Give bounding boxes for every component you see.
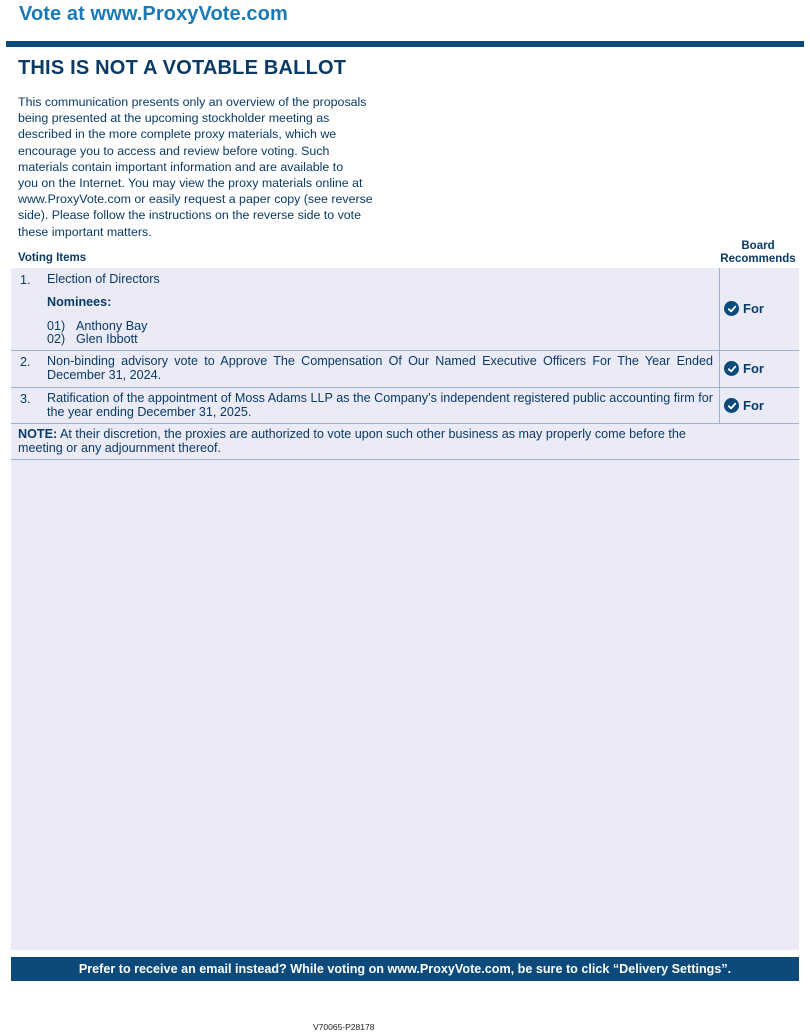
header-divider: [6, 41, 804, 47]
note-divider: [11, 459, 799, 460]
check-circle-icon: [724, 361, 739, 376]
intro-line: described in the more complete proxy materials, which we: [18, 127, 337, 142]
recommendation-cell: [719, 351, 799, 387]
board-recommends-header: Board Recommends: [720, 240, 796, 265]
intro-line: these important matters.: [18, 224, 152, 239]
recommendation-cell: [719, 388, 799, 423]
note-text: NOTE: At their discretion, the proxies are authorized to vote upon such other business as may properly come before the meeting or any adjournment thereof.: [18, 427, 686, 455]
intro-line: materials contain important information and are available to: [18, 159, 344, 174]
delivery-settings-banner: Prefer to receive an email instead? While voting on www.ProxyVote.com, be sure to click “Delivery Settings”.: [11, 957, 799, 981]
nominee-item: 01) Anthony Bay: [47, 319, 148, 333]
item-text: Non-binding advisory vote to Approve The Compensation Of Our Named Executive Officers For The Year Ended December 31, 2024.: [47, 354, 713, 382]
document-code: V70065-P28178: [313, 1022, 375, 1032]
item-number: 2.: [20, 355, 31, 369]
item-text: Ratification of the appointment of Moss Adams LLP as the Company’s independent registered public accounting firm for the year ending December 31, 2025.: [47, 391, 713, 419]
nominee-item: 02) Glen Ibbott: [47, 332, 138, 346]
recommendation-label: For: [743, 301, 764, 316]
voting-item-row: [11, 388, 799, 424]
intro-line: This communication presents only an overview of the proposals: [18, 95, 367, 109]
voting-item-row: [11, 351, 799, 388]
intro-line: being presented at the upcoming stockholder meeting as: [18, 111, 330, 126]
intro-line: you on the Internet. You may view the proxy materials online at: [18, 176, 363, 191]
item-number: 3.: [20, 392, 31, 406]
item-text: Election of Directors: [47, 272, 160, 286]
recommendation-cell: [719, 268, 799, 350]
intro-line: www.ProxyVote.com or easily request a paper copy (see reverse: [18, 192, 373, 207]
recommendation-label: For: [743, 361, 764, 376]
intro-line: side). Please follow the instructions on the reverse side to vote: [18, 208, 361, 223]
nominees-label: Nominees:: [47, 295, 112, 309]
voting-item-row: [11, 268, 799, 351]
page-header-title: Vote at www.ProxyVote.com: [19, 3, 288, 25]
intro-line: encourage you to access and review before voting. Such: [18, 143, 330, 158]
voting-items-header: Voting Items: [18, 252, 87, 264]
item-number: 1.: [20, 273, 31, 287]
check-circle-icon: [724, 301, 739, 316]
intro-paragraph: [18, 94, 386, 240]
ballot-title: THIS IS NOT A VOTABLE BALLOT: [18, 57, 347, 79]
check-circle-icon: [724, 398, 739, 413]
recommendation-label: For: [743, 398, 764, 413]
